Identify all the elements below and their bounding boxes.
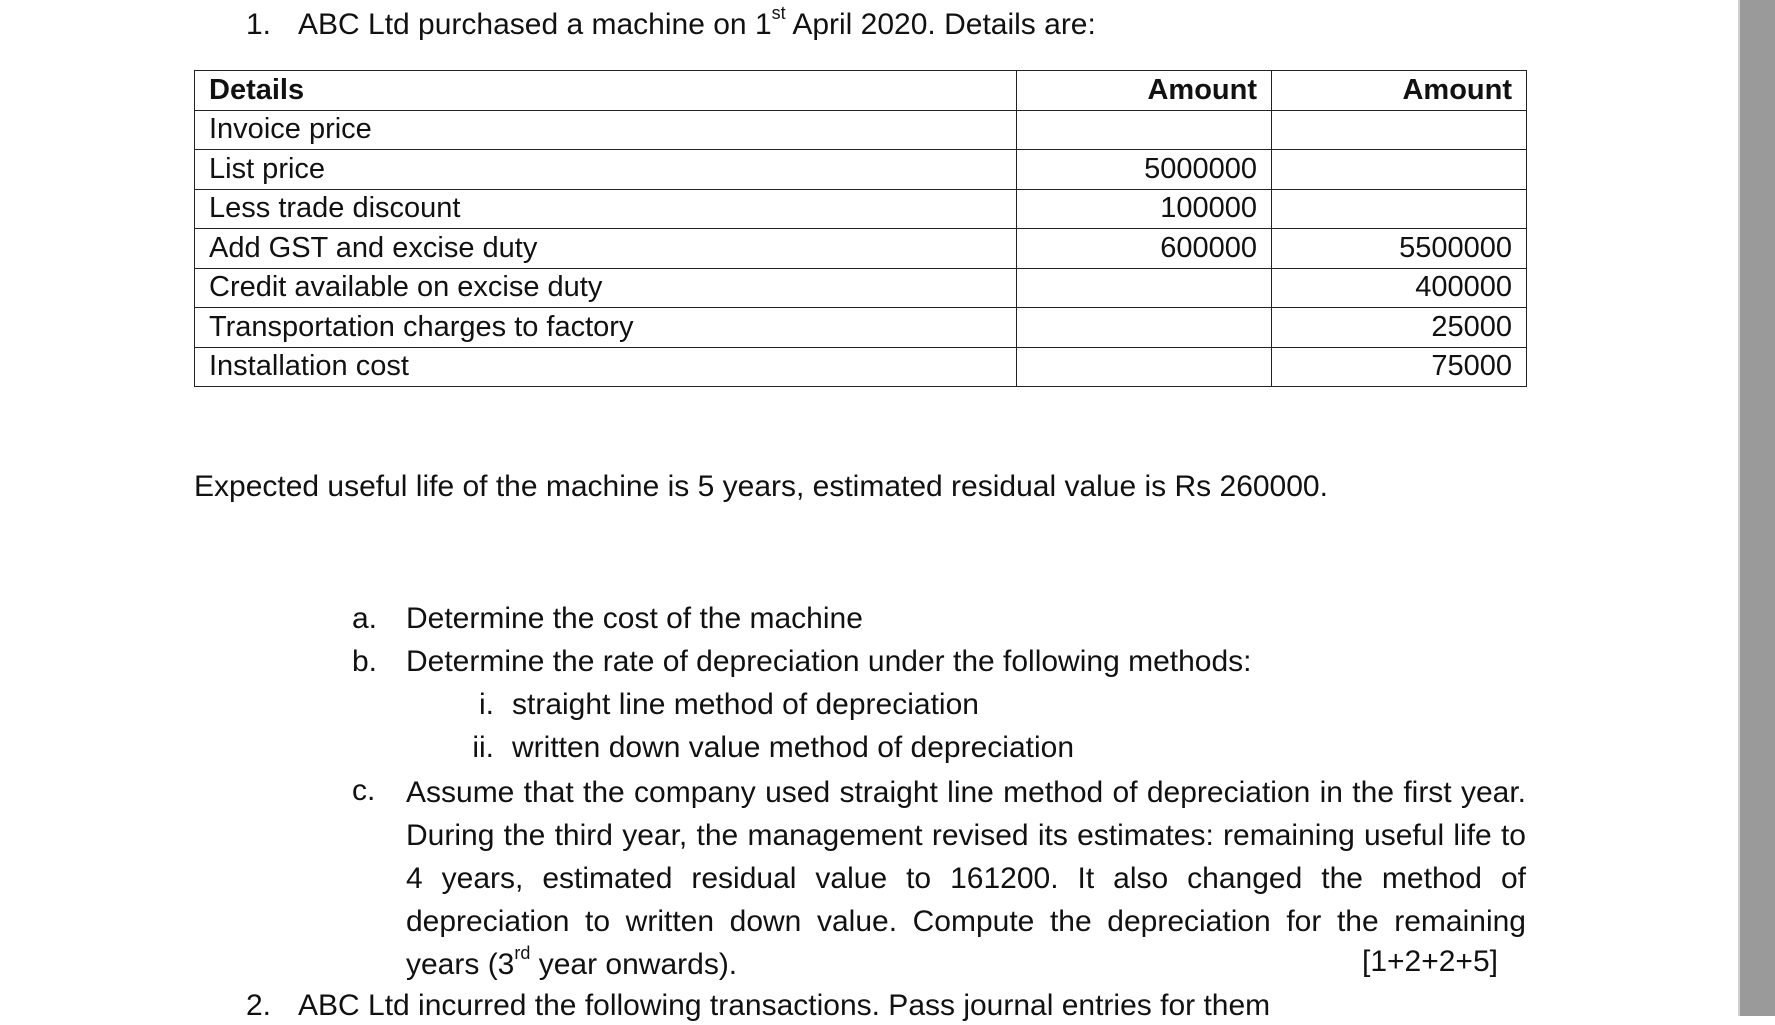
useful-life-note: Expected useful life of the machine is 5 years, estimated residual value is Rs 260000. bbox=[194, 470, 1328, 503]
table-row bbox=[195, 347, 1527, 387]
roman-label: ii. bbox=[472, 731, 494, 764]
cell-amount-2 bbox=[1272, 110, 1527, 150]
cell-detail: List price bbox=[195, 150, 1017, 190]
cell-amount-1 bbox=[1017, 308, 1272, 348]
cell-amount-1: 100000 bbox=[1017, 189, 1272, 229]
cell-amount-2 bbox=[1272, 189, 1527, 229]
roman-label: i. bbox=[479, 688, 494, 721]
cell-amount-1: 600000 bbox=[1017, 229, 1272, 269]
subquestion-c-text: Assume that the company used straight line method of depreciation in the first year. During the third year, the management revised its estimates: remaining useful life to 4 years, estimated residual value to 161200. It also changed the method of depreciation to written down value. Compute the depreciation for the remaining years (3rd year onwards). bbox=[406, 776, 1526, 981]
subquestion-label: c. bbox=[352, 774, 376, 807]
question-intro: ABC Ltd purchased a machine on 1st April 2020. Details are: bbox=[298, 3, 1096, 41]
table-row bbox=[195, 268, 1527, 308]
header-details: Details bbox=[195, 71, 1017, 111]
scrollbar-edge bbox=[1738, 0, 1740, 1016]
cell-detail: Add GST and excise duty bbox=[195, 229, 1017, 269]
cell-amount-1 bbox=[1017, 268, 1272, 308]
cell-amount-2: 400000 bbox=[1272, 268, 1527, 308]
details-table bbox=[194, 70, 1527, 387]
marks-allocation: [1+2+2+5] bbox=[1362, 945, 1498, 978]
cell-amount-1: 5000000 bbox=[1017, 150, 1272, 190]
subquestion-text: Determine the cost of the machine bbox=[406, 602, 863, 635]
cell-detail: Less trade discount bbox=[195, 189, 1017, 229]
cell-detail: Credit available on excise duty bbox=[195, 268, 1017, 308]
cell-amount-1 bbox=[1017, 347, 1272, 387]
question-number: 2. bbox=[246, 989, 272, 1022]
subquestion-text: Determine the rate of depreciation under the following methods: bbox=[406, 645, 1252, 678]
question-number: 1. bbox=[246, 8, 272, 41]
question-text: ABC Ltd incurred the following transactions. Pass journal entries for them bbox=[298, 989, 1271, 1022]
table-row bbox=[195, 229, 1527, 269]
table-row bbox=[195, 308, 1527, 348]
question-1-heading bbox=[246, 3, 1096, 44]
roman-text: written down value method of depreciation bbox=[512, 731, 1075, 764]
cell-amount-2: 25000 bbox=[1272, 308, 1527, 348]
table-row bbox=[195, 150, 1527, 190]
question-2-heading bbox=[246, 987, 1270, 1025]
table-row bbox=[195, 110, 1527, 150]
cell-amount-1 bbox=[1017, 110, 1272, 150]
cell-amount-2: 75000 bbox=[1272, 347, 1527, 387]
header-amount-2: Amount bbox=[1272, 71, 1527, 111]
subquestion-label: a. bbox=[352, 602, 378, 635]
subquestion-label: b. bbox=[352, 645, 378, 678]
table-row bbox=[195, 189, 1527, 229]
roman-text: straight line method of depreciation bbox=[512, 688, 979, 721]
header-amount-1: Amount bbox=[1017, 71, 1272, 111]
cell-amount-2 bbox=[1272, 150, 1527, 190]
vertical-scrollbar[interactable] bbox=[1738, 0, 1775, 1016]
cell-amount-2: 5500000 bbox=[1272, 229, 1527, 269]
cell-detail: Invoice price bbox=[195, 110, 1017, 150]
cell-detail: Transportation charges to factory bbox=[195, 308, 1017, 348]
table-header-row bbox=[195, 71, 1527, 111]
cell-detail: Installation cost bbox=[195, 347, 1017, 387]
